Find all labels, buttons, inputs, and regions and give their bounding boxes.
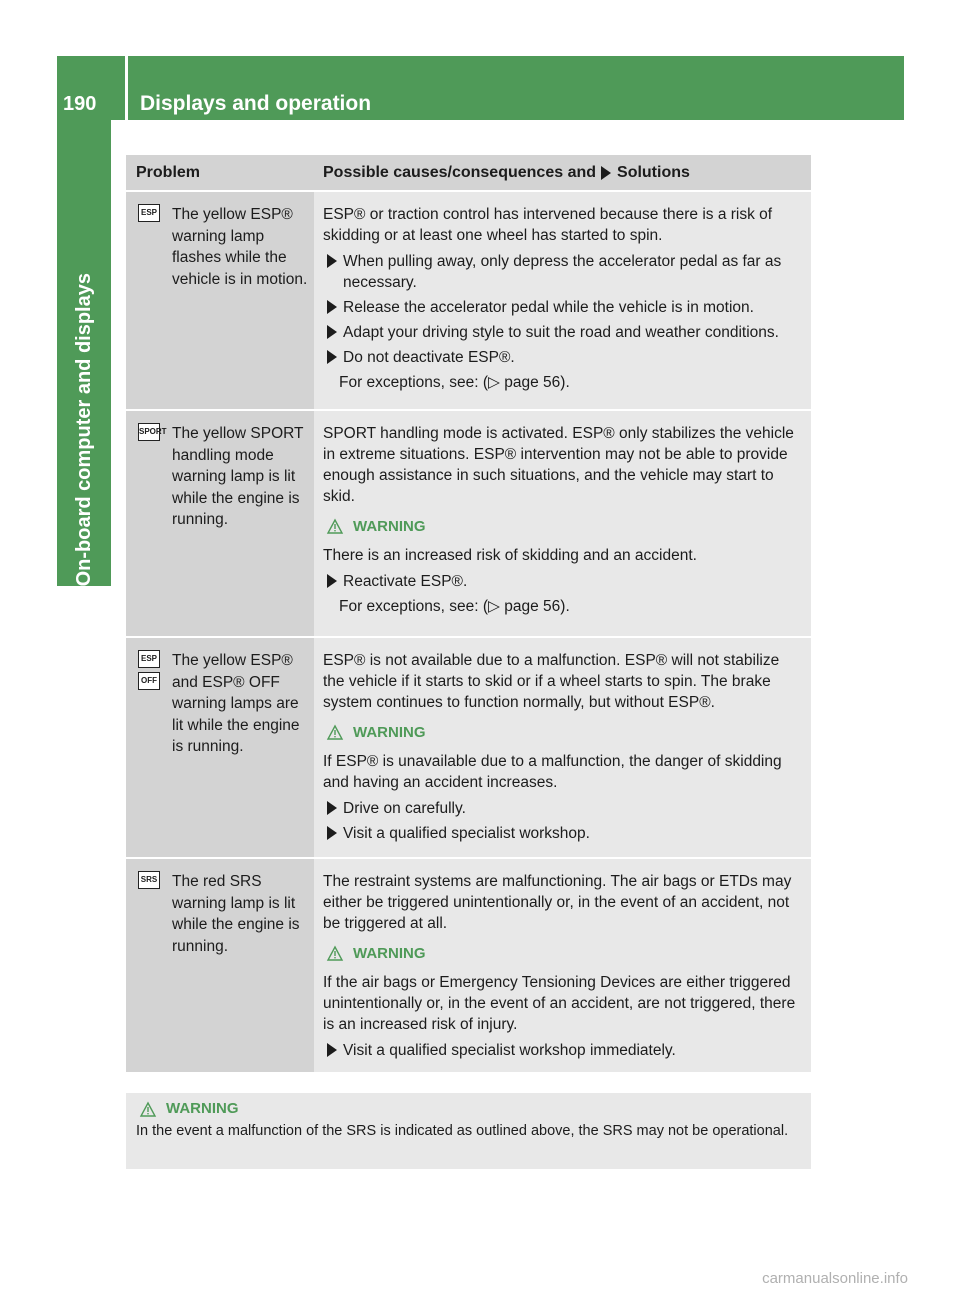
arrow-right-icon xyxy=(327,826,337,840)
cause-text: The restraint systems are malfunctioning. The air bags or ETDs may either be triggered unintentionally or, in the event of an accident, not be triggered at all. xyxy=(323,873,792,932)
list-item: Adapt your driving style to suit the road and weather conditions. xyxy=(323,322,803,343)
lamp-icons xyxy=(138,204,172,399)
column-header-solutions-suffix: Solutions xyxy=(617,164,690,181)
page-reference: For exceptions, see: (▷ page 56). xyxy=(339,598,570,615)
warning-triangle-icon xyxy=(327,519,343,534)
page-title: Displays and operation xyxy=(140,92,372,115)
solution-cell xyxy=(314,411,811,636)
arrow-right-icon xyxy=(327,574,337,588)
problem-cell xyxy=(126,859,314,1072)
warning-heading: WARNING xyxy=(323,722,803,743)
sport-lamp-icon: SPORT xyxy=(138,423,160,441)
cause-text: ESP® or traction control has intervened because there is a risk of skidding or at least one wheel has started to spin. xyxy=(323,206,773,244)
warning-triangle-icon xyxy=(327,725,343,740)
esp-off-lamp-icon: OFF xyxy=(138,672,160,690)
srs-lamp-icon: SRS xyxy=(138,871,160,889)
warning-heading: WARNING xyxy=(323,516,803,537)
footer-watermark: carmanualsonline.info xyxy=(762,1270,908,1287)
lamp-icons xyxy=(138,423,172,626)
problem-text: The yellow ESP® warning lamp flashes while the vehicle is in motion. xyxy=(172,206,308,288)
list-item: When pulling away, only depress the accelerator pedal as far as necessary. xyxy=(323,251,803,293)
warning-text: In the event a malfunction of the SRS is indicated as outlined above, the SRS may not be operational. xyxy=(136,1123,789,1139)
warning-triangle-icon xyxy=(140,1102,156,1117)
problem-text: The yellow ESP® and ESP® OFF warning lamps are lit while the engine is running. xyxy=(172,652,300,755)
arrow-right-icon xyxy=(327,801,337,815)
side-tab-label: On-board computer and displays xyxy=(72,272,95,586)
list-item: Drive on carefully. xyxy=(323,798,803,819)
bottom-warning-box xyxy=(126,1093,811,1169)
solution-cell xyxy=(314,638,811,857)
problem-cell xyxy=(126,411,314,636)
table-row xyxy=(126,636,811,857)
problem-cell xyxy=(126,638,314,857)
problem-cell xyxy=(126,192,314,409)
arrow-right-icon xyxy=(327,300,337,314)
page-reference: For exceptions, see: (▷ page 56). xyxy=(339,374,570,391)
arrow-right-icon xyxy=(327,254,337,268)
table-header xyxy=(126,155,811,190)
arrow-right-icon xyxy=(327,350,337,364)
cause-text: ESP® is not available due to a malfunction. ESP® will not stabilize the vehicle if it starts to skid or if a wheel starts to spin. The brake system continues to function normally, but without ESP®. xyxy=(323,652,780,711)
page-number: 190 xyxy=(63,93,97,115)
list-item: Visit a qualified specialist workshop immediately. xyxy=(323,1040,803,1061)
warning-text: There is an increased risk of skidding and an accident. xyxy=(323,547,697,564)
esp-warning-lamp-icon: ESP xyxy=(138,650,160,668)
header-divider xyxy=(125,56,128,120)
table-row xyxy=(126,857,811,1072)
lamp-icons xyxy=(138,871,172,1062)
table-row xyxy=(126,190,811,409)
solution-cell xyxy=(314,192,811,409)
problem-text: The yellow SPORT handling mode warning lamp is lit while the engine is running. xyxy=(172,425,304,528)
column-header-solutions-prefix: Possible causes/consequences and xyxy=(323,164,597,181)
warning-text: If ESP® is unavailable due to a malfunction, the danger of skidding and having an accident increases. xyxy=(323,753,782,791)
column-header-solutions xyxy=(314,155,811,190)
arrow-right-icon xyxy=(327,325,337,339)
list-item: Release the accelerator pedal while the vehicle is in motion. xyxy=(323,297,803,318)
esp-warning-lamp-icon: ESP xyxy=(138,204,160,222)
warning-heading: WARNING xyxy=(136,1099,801,1119)
list-item: Reactivate ESP®. xyxy=(323,571,803,592)
side-tab-text xyxy=(57,120,111,586)
list-item: Visit a qualified specialist workshop. xyxy=(323,823,803,844)
warning-triangle-icon xyxy=(327,946,343,961)
warning-text: If the air bags or Emergency Tensioning Devices are either triggered unintentionally or, in the event of an accident, are not triggered, there is an increased risk of injury. xyxy=(323,974,796,1033)
lamp-icons xyxy=(138,650,172,847)
column-header-problem: Problem xyxy=(136,164,201,181)
warning-heading: WARNING xyxy=(323,943,803,964)
solution-cell xyxy=(314,859,811,1072)
cause-text: SPORT handling mode is activated. ESP® only stabilizes the vehicle in extreme situations. ESP® intervention may not be able to provide enough assistance in such situations, and the vehicle may start to skid. xyxy=(323,425,794,505)
problem-text: The red SRS warning lamp is lit while the engine is running. xyxy=(172,873,300,955)
table-row xyxy=(126,409,811,636)
arrow-right-icon xyxy=(601,166,611,180)
fault-table xyxy=(126,155,811,1072)
list-item: Do not deactivate ESP®. xyxy=(323,347,803,368)
arrow-right-icon xyxy=(327,1043,337,1057)
